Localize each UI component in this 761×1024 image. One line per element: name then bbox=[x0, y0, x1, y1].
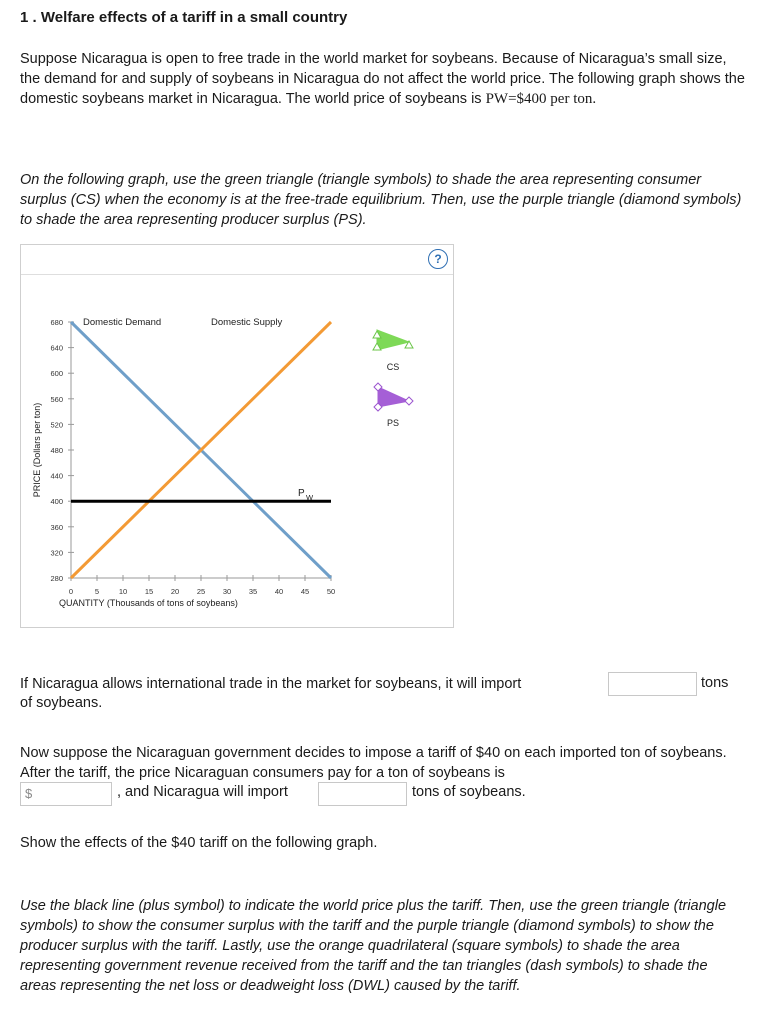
y-tick-label: 560 bbox=[50, 394, 63, 404]
x-tick-label: 10 bbox=[118, 587, 128, 596]
import-tons-label: tons bbox=[701, 675, 729, 691]
x-tick-label: 20 bbox=[170, 587, 180, 596]
tariff-price-input[interactable] bbox=[20, 782, 112, 806]
graph-panel[interactable] bbox=[20, 244, 454, 628]
tariff-question: Now suppose the Nicaraguan government decides to impose a tariff of $40 on each imported ton of soybeans. After the tariff, the price Nicaraguan consumers pay for a ton of soybeans is bbox=[20, 745, 727, 781]
y-tick-label: 480 bbox=[50, 446, 63, 455]
chart-svg bbox=[21, 245, 453, 627]
x-tick-label: 40 bbox=[274, 587, 284, 596]
cs-tool-label: CS bbox=[386, 362, 400, 372]
world-price-text: PW=$400 per ton. bbox=[485, 91, 597, 107]
import-quantity-input[interactable] bbox=[608, 672, 697, 696]
x-tick-label: 25 bbox=[196, 587, 206, 596]
help-icon[interactable]: ? bbox=[428, 249, 448, 269]
cs-triangle-icon bbox=[377, 330, 409, 350]
question-title: 1 . Welfare effects of a tariff in a small country bbox=[20, 9, 348, 26]
y-tick-label: 360 bbox=[50, 522, 63, 532]
world-price-label: P bbox=[298, 488, 305, 500]
graph-instructions-2: Use the black line (plus symbol) to indicate the world price plus the tariff. Then, use the green triangle (triangle symbols) to show the consumer surplus with the tariff and the purple triangle (diamond symbols) to show the producer surplus with the tariff. Lastly, use the orange quadrilateral (square symbols) to shade the area representing government revenue received from the tariff and the tan triangles (dash symbols) to shade the areas representing the net loss or deadweight loss (DWL) caused by the tariff. bbox=[20, 898, 727, 994]
x-axis-title: QUANTITY (Thousands of tons of soybeans) bbox=[59, 598, 238, 608]
ps-triangle-icon bbox=[378, 387, 409, 407]
demand-curve-label: Domestic Demand bbox=[83, 317, 162, 328]
y-tick-label: 400 bbox=[50, 497, 63, 507]
y-tick-label: 320 bbox=[50, 548, 63, 558]
x-tick-label: 30 bbox=[222, 587, 232, 596]
tariff-import-input[interactable] bbox=[318, 782, 407, 806]
intro-paragraph bbox=[20, 49, 745, 109]
y-tick-label: 680 bbox=[50, 318, 63, 327]
tariff-question-end: tons of soybeans. bbox=[412, 784, 526, 800]
y-tick-label: 600 bbox=[50, 369, 63, 379]
tariff-question-mid: , and Nicaragua will import bbox=[117, 784, 288, 800]
ps-tool-label: PS bbox=[386, 418, 400, 428]
y-tick-label: 640 bbox=[50, 343, 63, 353]
import-question-text: If Nicaragua allows international trade in the market for soybeans, it will import bbox=[20, 676, 522, 692]
x-tick-label: 5 bbox=[94, 587, 100, 596]
x-tick-label: 15 bbox=[144, 587, 154, 596]
dollar-sign: $ bbox=[25, 786, 33, 801]
x-tick-label: 35 bbox=[248, 587, 258, 596]
world-price-subscript: W bbox=[306, 493, 314, 503]
intro-text: Suppose Nicaragua is open to free trade in the world market for soybeans. Because of Nicaragua’s small size, the demand for and supply of soybeans in Nicaragua do not affect the world price. The following graph shows the domestic soybeans market in Nicaragua. The world price of soybeans is bbox=[20, 51, 745, 107]
graph-instructions-1: On the following graph, use the green triangle (triangle symbols) to shade the area representing consumer surplus (CS) when the economy is at the free-trade equilibrium. Then, use the purple triangle (diamond symbols) to shade the area representing producer surplus (PS). bbox=[20, 172, 742, 228]
y-tick-label: 440 bbox=[50, 471, 63, 481]
x-tick-label: 50 bbox=[326, 587, 336, 596]
supply-curve-label: Domestic Supply bbox=[211, 317, 283, 328]
y-tick-label: 520 bbox=[50, 420, 63, 430]
x-tick-label: 45 bbox=[300, 587, 310, 596]
x-tick-label: 0 bbox=[68, 587, 74, 596]
y-axis-title: PRICE (Dollars per ton) bbox=[32, 402, 42, 498]
show-effects-text: Show the effects of the $40 tariff on the following graph. bbox=[20, 835, 378, 851]
import-of-soybeans-label: of soybeans. bbox=[20, 695, 103, 711]
y-tick-label: 280 bbox=[50, 574, 63, 583]
